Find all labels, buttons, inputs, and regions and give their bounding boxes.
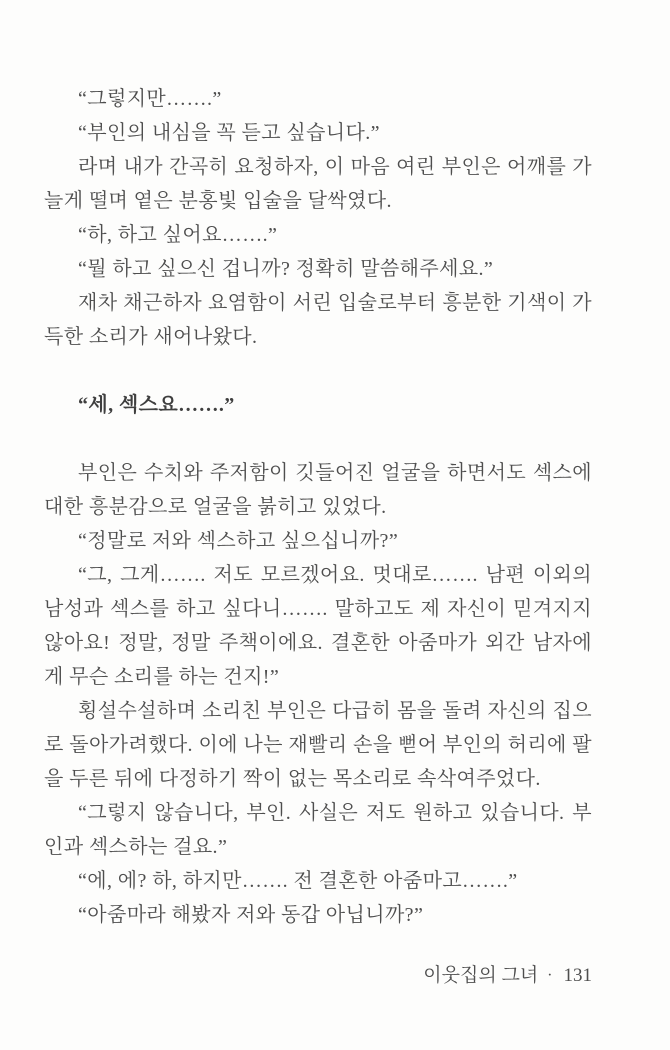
- dialogue-paragraph: “아줌마라 해봤자 저와 동갑 아닙니까?”: [78, 904, 424, 926]
- footer-book-title: 이웃집의 그녀: [423, 965, 539, 986]
- dialogue-paragraph: “그렇지만…….”: [78, 88, 222, 110]
- footer-separator: ·: [547, 967, 553, 984]
- narration-paragraph: 부인은 수치와 주저함이 깃들어진 얼굴을 하면서도 섹스에 대한 흥분감으로 얼굴을 붉히고 있었다.: [44, 462, 592, 518]
- dialogue-paragraph: “하, 하고 싶어요…….”: [78, 224, 278, 246]
- dialogue-paragraph: “뭘 하고 싶으신 겁니까? 정확히 말씀해주세요.”: [78, 258, 494, 280]
- dialogue-paragraph: “정말로 저와 섹스하고 싶으십니까?”: [78, 530, 399, 552]
- dialogue-paragraph: “부인의 내심을 꼭 듣고 싶습니다.”: [78, 122, 380, 144]
- narration-paragraph: 횡설수설하며 소리친 부인은 다급히 몸을 돌려 자신의 집으로 돌아가려했다. 이에 나는 재빨리 손을 뻗어 부인의 허리에 팔을 두른 뒤에 다정하기 짝이 없는 목소리로 속삭여주었다.: [44, 700, 592, 790]
- dialogue-paragraph: “그렇지 않습니다, 부인. 사실은 저도 원하고 있습니다. 부인과 섹스하는 걸요.”: [44, 802, 592, 858]
- dialogue-paragraph: “에, 에? 하, 하지만……. 전 결혼한 아줌마고…….”: [78, 870, 518, 892]
- dialogue-paragraph: “그, 그게……. 저도 모르겠어요. 멋대로……. 남편 이외의 남성과 섹스를 하고 싶다니……. 말하고도 제 자신이 믿겨지지 않아요! 정말, 정말 주책이에요. 결혼한 아줌마가 외간 남자에게 무슨 소리를 하는 건지!”: [44, 564, 592, 688]
- narration-paragraph: 라며 내가 간곡히 요청하자, 이 마음 여린 부인은 어깨를 가늘게 떨며 옅은 분홍빛 입술을 달싹였다.: [44, 156, 592, 212]
- page-footer: [44, 962, 592, 990]
- narration-paragraph: 재차 채근하자 요염함이 서린 입술로부터 흥분한 기색이 가득한 소리가 새어나왔다.: [44, 292, 592, 348]
- emphasis-line: “세, 섹스요…….”: [78, 394, 235, 416]
- footer-page-number: 131: [563, 965, 592, 986]
- page-body: [44, 82, 592, 932]
